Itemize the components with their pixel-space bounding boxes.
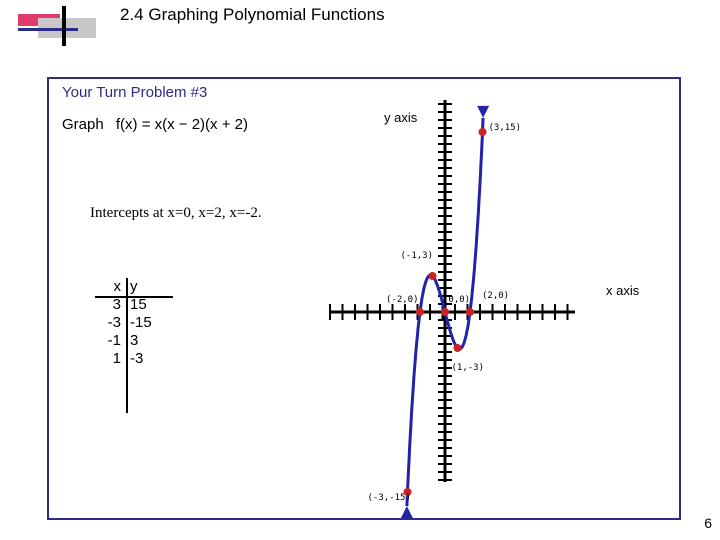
function-expression: f(x) = x(x − 2)(x + 2) <box>115 116 248 133</box>
point-label: (-3,-15) <box>367 493 411 503</box>
x-cell: -3 <box>107 314 121 331</box>
y-header: y <box>130 278 138 295</box>
point-label: (-1,3) <box>400 251 434 261</box>
x-header: x <box>113 278 121 295</box>
graph-point <box>479 128 487 136</box>
axes <box>330 100 575 518</box>
x-cell: -1 <box>107 332 121 349</box>
x-cell: 3 <box>112 296 121 313</box>
graph-point <box>429 272 437 280</box>
point-label: (1,-3) <box>451 363 485 373</box>
page-number: 6 <box>704 515 712 531</box>
y-cell: -15 <box>130 314 152 331</box>
y-cell: -3 <box>130 350 144 367</box>
graph-point <box>454 344 462 352</box>
intercepts-text: Intercepts at x=0, x=2, x=-2. <box>90 205 262 221</box>
point-label: (2,0) <box>482 291 510 301</box>
point-label: (0,0) <box>443 295 471 305</box>
problem-title: Your Turn Problem #3 <box>62 84 208 101</box>
curve-arrowhead <box>477 106 489 118</box>
point-label: (3,15) <box>488 123 522 133</box>
x-axis-label: x axis <box>606 283 640 298</box>
slide-title: 2.4 Graphing Polynomial Functions <box>120 5 385 24</box>
graph-point <box>441 308 449 316</box>
curve-arrowhead <box>401 506 413 518</box>
x-cell: 1 <box>112 350 121 367</box>
point-label: (-2,0) <box>386 295 419 305</box>
y-axis-label: y axis <box>384 110 418 125</box>
graph-point <box>416 308 424 316</box>
graph-point <box>466 308 474 316</box>
y-cell: 3 <box>130 332 139 349</box>
graph-prefix: Graph <box>62 116 104 133</box>
y-cell: 15 <box>130 296 147 313</box>
